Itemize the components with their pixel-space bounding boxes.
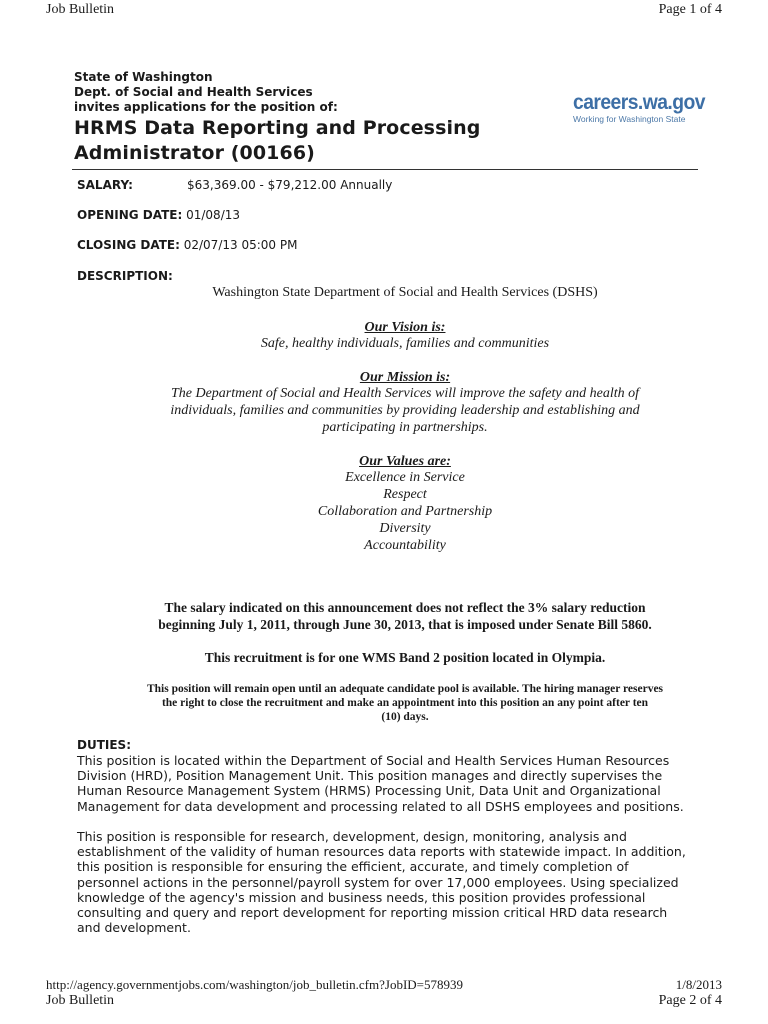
opening-date-value: 01/08/13 xyxy=(186,208,241,222)
footer-date: 1/8/2013 xyxy=(675,977,722,992)
values-list xyxy=(120,469,690,554)
vision-text: Safe, healthy individuals, families and communities xyxy=(260,336,550,351)
description-label: DESCRIPTION: xyxy=(77,269,173,283)
mission-text: The Department of Social and Health Services will improve the safety and health of individuals, families and communities by providing leadership and establishing and participating in partnerships. xyxy=(170,386,640,435)
next-page-header-title: Job Bulletin xyxy=(46,993,115,1008)
values-heading: Our Values are: xyxy=(359,454,451,469)
list-item: Respect xyxy=(383,487,427,502)
list-item: Diversity xyxy=(379,521,431,536)
job-title-line2: Administrator (00166) xyxy=(74,142,315,164)
vision-heading: Our Vision is: xyxy=(364,320,446,335)
agency-name: Washington State Department of Social and Health Services (DSHS) xyxy=(212,285,598,300)
salary-label: SALARY: xyxy=(77,178,133,192)
open-until-note: This position will remain open until an adequate candidate pool is available. The hiring manager reserves the right to close the recruitment and make an appointment into this position an any point after ten (10) days. xyxy=(146,683,664,723)
footer-url[interactable]: http://agency.governmentjobs.com/washington/job_bulletin.cfm?JobID=578939 xyxy=(46,977,464,992)
opening-date-label: OPENING DATE: xyxy=(77,208,183,222)
duties-paragraph-2: This position is responsible for research, development, design, monitoring, analysis and establishment of the validity of human resources data reports with statewide impact. In addition, this position is responsible for ensuring the efficient, accurate, and timely completion of personnel actions in the personnel/payroll system for over 17,000 employees. Using specialized knowledge of the agency's mission and business needs, this position provides professional consulting and query and report development for reporting mission critical HRD data research and development. xyxy=(77,829,686,936)
org-department: Dept. of Social and Health Services xyxy=(74,85,313,99)
careers-logo[interactable] xyxy=(573,92,716,124)
opening-date xyxy=(77,208,240,223)
page-header-title: Job Bulletin xyxy=(46,2,115,17)
salary-value: $63,369.00 - $79,212.00 Annually xyxy=(187,178,393,192)
org-invite: invites applications for the position of: xyxy=(74,100,338,114)
list-item: Accountability xyxy=(364,538,446,553)
list-item: Collaboration and Partnership xyxy=(317,504,493,519)
closing-date-value: 02/07/13 05:00 PM xyxy=(183,238,298,252)
header-divider xyxy=(72,169,698,170)
duties-paragraph-1: This position is located within the Department of Social and Health Services Human Resources Division (HRD), Position Management Unit. This position manages and directly supervises the Human Resource Management System (HRMS) Processing Unit, Data Unit and Organizational Management for data development and processing related to all DSHS employees and positions. xyxy=(77,753,684,814)
next-page-header-number: Page 2 of 4 xyxy=(658,993,722,1008)
list-item: Excellence in Service xyxy=(345,470,465,485)
org-header xyxy=(74,70,338,115)
salary-reduction-note: The salary indicated on this announcement does not reflect the 3% salary reduction beginning July 1, 2011, through June 30, 2013, that is imposed under Senate Bill 5860. xyxy=(158,600,652,632)
org-state: State of Washington xyxy=(74,70,213,84)
closing-date xyxy=(77,238,297,253)
job-title-line1: HRMS Data Reporting and Processing xyxy=(74,117,481,139)
logo-tagline: Working for Washington State xyxy=(573,114,686,124)
mission-heading: Our Mission is: xyxy=(359,370,451,385)
duties-heading: DUTIES: xyxy=(77,738,131,752)
page-header-number: Page 1 of 4 xyxy=(658,2,722,17)
recruitment-note: This recruitment is for one WMS Band 2 position located in Olympia. xyxy=(204,650,606,665)
job-title xyxy=(74,116,480,166)
logo-wordmark: careers.wa.gov xyxy=(573,91,705,114)
closing-date-label: CLOSING DATE: xyxy=(77,238,180,252)
